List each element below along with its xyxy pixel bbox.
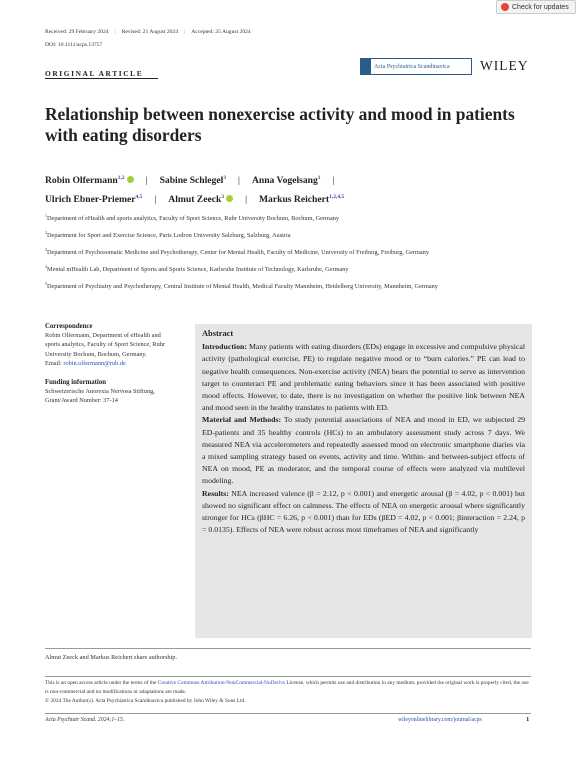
publisher-logo: WILEY [480,58,529,73]
received-date: Received: 29 February 2024 [45,29,109,35]
affiliation: $^4$Mental mHealth Lab, Department of Sports and Sports Science, Karlsruhe Institute of Technology, Karlsruhe, Germany [45,263,349,273]
abstract-methods: Material and Methods: To study potential associations of NEA and mood in ED, we subjected 29 ED-patients and 35 healthy controls (HCs) to an ambulatory assessment study across 7 days. We measured NEA via accelerometers and repeatedly assessed mood on electronic smartphone diaries via a mixed sampling strategy based on events, activity and time. Within- and between-subject effects of NEA on mood, PE as moderator, and the temporal course of effects were analyzed via multilevel modeling. [202,415,525,486]
author[interactable]: Anna Vogelsang$^1$ [251,175,321,187]
orcid-icon[interactable] [226,195,233,202]
revised-date: Revised: 21 August 2024 [121,29,179,35]
license-link[interactable]: Creative Commons Attribution-NonCommercial-NoDerivs [157,680,285,686]
check-updates-icon [501,3,509,11]
abstract-results: Results: NEA increased valence (β = 2.12, p < 0.001) and energetic arousal (β = 4.02, p < 0.001) but showed no significant effect on calmness. The effects of NEA on energetic arousal where significantly stronger for HCs (βHC = 6.26, p < 0.001) than for EDs (βED = 4.02, p < 0.001; βinteraction = 2.24, p = 0.0135). Effects of NEA were robust across most timeframes of NEA and significantly [202,488,525,535]
article-type: ORIGINAL ARTICLE [45,69,144,78]
check-for-updates-button[interactable] [496,0,576,14]
affiliation: $^5$Department of Psychiatry and Psychotherapy, Central Institute of Mental Health, Medical Faculty Mannheim, Heidelberg University, Mannheim, Germany [45,280,438,290]
abstract-heading: Abstract [202,329,234,338]
license-text: This is an open access article under the terms of the Creative Commons Attribution-NonCommercial-NoDerivs License, which permits use and distribution in any medium, provided the original work is properly cited, the use is non-commercial and no modifications or adaptations are made. © 2024 The Author(s). Acta Psychiatrica Scandinavica published by John Wiley & Sons Ltd. [45,680,529,704]
affiliation: $^1$Department of eHealth and sports analytics, Faculty of Sport Science, Ruhr University Bochum, Bochum, Germany [45,213,340,223]
journal-logo-icon [361,59,371,74]
article-title: Relationship between nonexercise activity and mood in patients with eating disorders [45,104,515,145]
email-link[interactable]: robin.olfermann@rub.de [63,359,126,367]
check-updates-label: Check for updates [512,3,569,11]
journal-logo[interactable] [360,58,472,75]
journal-citation: Acta Psychiatr Scand. 2024;1–15. [45,717,125,723]
page-number: 1 [526,716,530,723]
affiliations [45,211,531,295]
copyright: © 2024 The Author(s). Acta Psychiatrica Scandinavica published by John Wiley & Sons Ltd. [45,698,246,704]
affiliation: $^3$Department of Psychosomatic Medicine and Psychotherapy, Center for Mental Health, Faculty of Medicine, University of Freiburg, Freiburg, Germany [45,246,429,256]
author[interactable]: Robin Olfermann$^{1,2}$ [45,175,134,186]
author[interactable]: Markus Reichert$^{1,2,4,5}$ [259,194,345,206]
funding-heading: Funding information [45,379,106,387]
author[interactable]: Sabine Schlegel$^3$ [159,175,227,187]
divider [45,78,158,79]
article-dates: Received: 29 February 2024 | Revised: 21 August 2024 | Accepted: 25 August 2024 [45,29,251,35]
authorship-footnote: Almut Zeeck and Markus Reichert share authorship. [45,654,178,661]
correspondence-block: Correspondence Robin Olfermann, Department of eHealth and sports analytics, Faculty of Sport Science, Ruhr University Bochum, Bochum, Germany. Email: robin.olfermann@rub.de Funding information Schweizerische Anorexia Nervosa Stiftung, Grant/Award Number: 37-14 [45,322,175,406]
journal-url-link[interactable]: wileyonlinelibrary.com/journal/acps [398,717,482,723]
divider [45,648,531,649]
correspondence-text: Robin Olfermann, Department of eHealth and sports analytics, Faculty of Sport Science, Ruhr University Bochum, Bochum, Germany. [45,332,165,358]
author-list: Robin Olfermann$^{1,2}$ | Sabine Schlegel$^3$ | Anna Vogelsang$^1$ | Ulrich Ebner-Priemer$^{4,5}$ | Almut Zeeck$^3$ | Markus Reichert$^{1,2,4,5}$ [45,175,345,206]
funding-text: Schweizerische Anorexia Nervosa Stiftung, Grant/Award Number: 37-14 [45,388,155,405]
affiliation: $^2$Department for Sport and Exercise Science, Paris Lodron University Salzburg, Salzburg, Austria [45,229,291,239]
abstract-box [195,324,532,638]
doi: DOI: 10.1111/acps.13757 [45,42,103,48]
author[interactable]: Ulrich Ebner-Priemer$^{4,5}$ [45,194,143,206]
abstract-introduction: Introduction: Many patients with eating disorders (EDs) engage in excessive and compulsive physical activity (pathological exercise, PE) to regulate negative mood or to “burn calories.” PE can lead to negative health consequences. Non-exercise activity (NEA) bears the potential to serve as intervention target to counteract PE and problematic eating behaviors since it has been associated with positive mood effects. However, to date, there is no investigation on whether the positive link between NEA and mood seen in the healthy translates to patients with ED. [202,342,526,413]
author[interactable]: Almut Zeeck$^3$ [168,194,233,205]
orcid-icon[interactable] [127,176,134,183]
divider [45,676,531,677]
journal-logo-label: Acta Psychiatrica Scandinavica [374,63,450,70]
divider [45,713,531,714]
accepted-date: Accepted: 25 August 2024 [191,29,251,35]
correspondence-heading: Correspondence [45,323,93,330]
